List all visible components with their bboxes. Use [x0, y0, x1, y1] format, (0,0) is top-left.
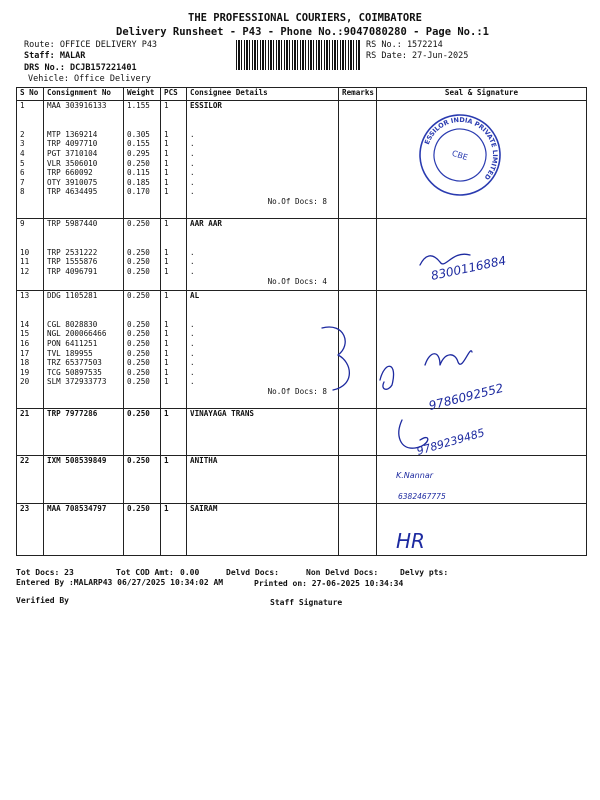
- consignment-cell: MAA 708534797: [44, 504, 124, 556]
- sno-cell: 9 10 11 12: [17, 219, 44, 291]
- rs-number: RS No.: 1572214: [366, 40, 443, 50]
- col-consignment: Consignment No: [44, 88, 124, 101]
- consignee-cell: SAIRAM: [187, 504, 339, 556]
- consignee-cell: AAR AAR . . . No.Of Docs: 4: [187, 219, 339, 291]
- sno-cell: 1 2 3 4 5 6 7 8: [17, 101, 44, 219]
- sno-cell: 21: [17, 409, 44, 456]
- col-consignee: Consignee Details: [187, 88, 339, 101]
- col-seal: Seal & Signature: [377, 88, 587, 101]
- consignee-cell: VINAYAGA TRANS: [187, 409, 339, 456]
- col-pcs: PCS: [161, 88, 187, 101]
- svg-text:CBE: CBE: [450, 148, 469, 163]
- staff-label: Staff: MALAR: [24, 51, 86, 61]
- verified-by: Verified By: [16, 596, 69, 605]
- col-remarks: Remarks: [339, 88, 377, 101]
- sno-cell: 22: [17, 456, 44, 504]
- weight-cell: 0.250 0.250 0.250 0.250 0.250 0.250 0.250 0.250: [124, 291, 161, 409]
- entered-by: Entered By :MALARP43 06/27/2025 10:34:02 AM: [16, 578, 224, 587]
- total-docs: Tot Docs: 23: [16, 568, 74, 577]
- svg-text:9786092552: 9786092552: [427, 380, 505, 413]
- weight-cell: 1.155 0.305 0.155 0.295 0.250 0.115 0.185 0.170: [124, 101, 161, 219]
- docs-count: No.Of Docs: 8: [267, 196, 327, 206]
- consignee-cell: ESSILOR . . . . . . . No.Of Docs: 8: [187, 101, 339, 219]
- route-label: Route: OFFICE DELIVERY P43: [24, 40, 158, 50]
- consignment-cell: DDG 1105281 CGL 8028830 NGL 200066466 PON 6411251 TVL 189955 TRZ 65377503 TCG 50897535 SLM 372933773: [44, 291, 124, 409]
- drs-number: DRS No.: DCJB157221401: [24, 63, 137, 73]
- runsheet-title: Delivery Runsheet - P43 - Phone No.:9047080280 - Page No.:1: [116, 26, 489, 38]
- sno-cell: 13 14 15 16 17 18 19 20: [17, 291, 44, 409]
- sno-cell: 23: [17, 504, 44, 556]
- pcs-cell: 1 1 1 1 1 1 1 1: [161, 101, 187, 219]
- signature-sairam: [396, 529, 425, 553]
- svg-text:6382467775: 6382467775: [398, 492, 446, 501]
- company-stamp: [410, 105, 511, 206]
- weight-cell: 0.250 0.250 0.250 0.250: [124, 219, 161, 291]
- signature-vinayaga: [399, 420, 486, 458]
- weight-cell: 0.250: [124, 456, 161, 504]
- svg-text:ESSILOR INDIA PRIVATE LIMITED: ESSILOR INDIA PRIVATE LIMITED: [422, 115, 500, 182]
- pcs-cell: 1: [161, 409, 187, 456]
- rs-date: RS Date: 27-Jun-2025: [366, 51, 469, 61]
- docs-count: No.Of Docs: 8: [267, 386, 327, 396]
- signature-aar: [420, 253, 507, 283]
- weight-cell: 0.250: [124, 504, 161, 556]
- consignment-cell: MAA 303916133 MTP 1369214 TRP 4097710 PGT 3710104 VLR 3506010 TRP 660092 OTY 3910075 TRP 4634495: [44, 101, 124, 219]
- signature-anitha: [396, 471, 446, 501]
- total-cod-label: Tot COD Amt:: [116, 568, 174, 577]
- pcs-cell: 1: [161, 504, 187, 556]
- consignment-cell: IXM 508539849: [44, 456, 124, 504]
- consignment-cell: TRP 5987440 TRP 2531222 TRP 1555876 TRP 4096791: [44, 219, 124, 291]
- docs-count: No.Of Docs: 4: [267, 276, 327, 286]
- consignee-cell: AL . . . . . . . No.Of Docs: 8: [187, 291, 339, 409]
- non-delivered-docs: Non Delvd Docs:: [306, 568, 379, 577]
- consignee-cell: ANITHA: [187, 456, 339, 504]
- svg-text:K.Nannar: K.Nannar: [396, 471, 434, 480]
- pcs-cell: 1: [161, 456, 187, 504]
- company-name: THE PROFESSIONAL COURIERS, COIMBATORE: [188, 12, 422, 24]
- delivery-points: Delvy pts:: [400, 568, 449, 577]
- staff-signature: Staff Signature: [270, 598, 343, 607]
- vehicle-label: Vehicle: Office Delivery: [28, 74, 151, 84]
- svg-text:8300116884: 8300116884: [429, 253, 508, 283]
- col-weight: Weight: [124, 88, 161, 101]
- pcs-cell: 1 1 1 1 1 1 1 1: [161, 291, 187, 409]
- pcs-cell: 1 1 1 1: [161, 219, 187, 291]
- weight-cell: 0.250: [124, 409, 161, 456]
- svg-text:HR: HR: [396, 529, 425, 553]
- signature-al: [322, 327, 505, 413]
- col-sno: S No: [17, 88, 44, 101]
- svg-text:9789239485: 9789239485: [415, 426, 487, 458]
- delivered-docs: Delvd Docs:: [226, 568, 279, 577]
- printed-on: Printed on: 27-06-2025 10:34:34: [254, 579, 404, 588]
- consignment-cell: TRP 7977286: [44, 409, 124, 456]
- total-cod-amount: 0.00: [180, 568, 200, 577]
